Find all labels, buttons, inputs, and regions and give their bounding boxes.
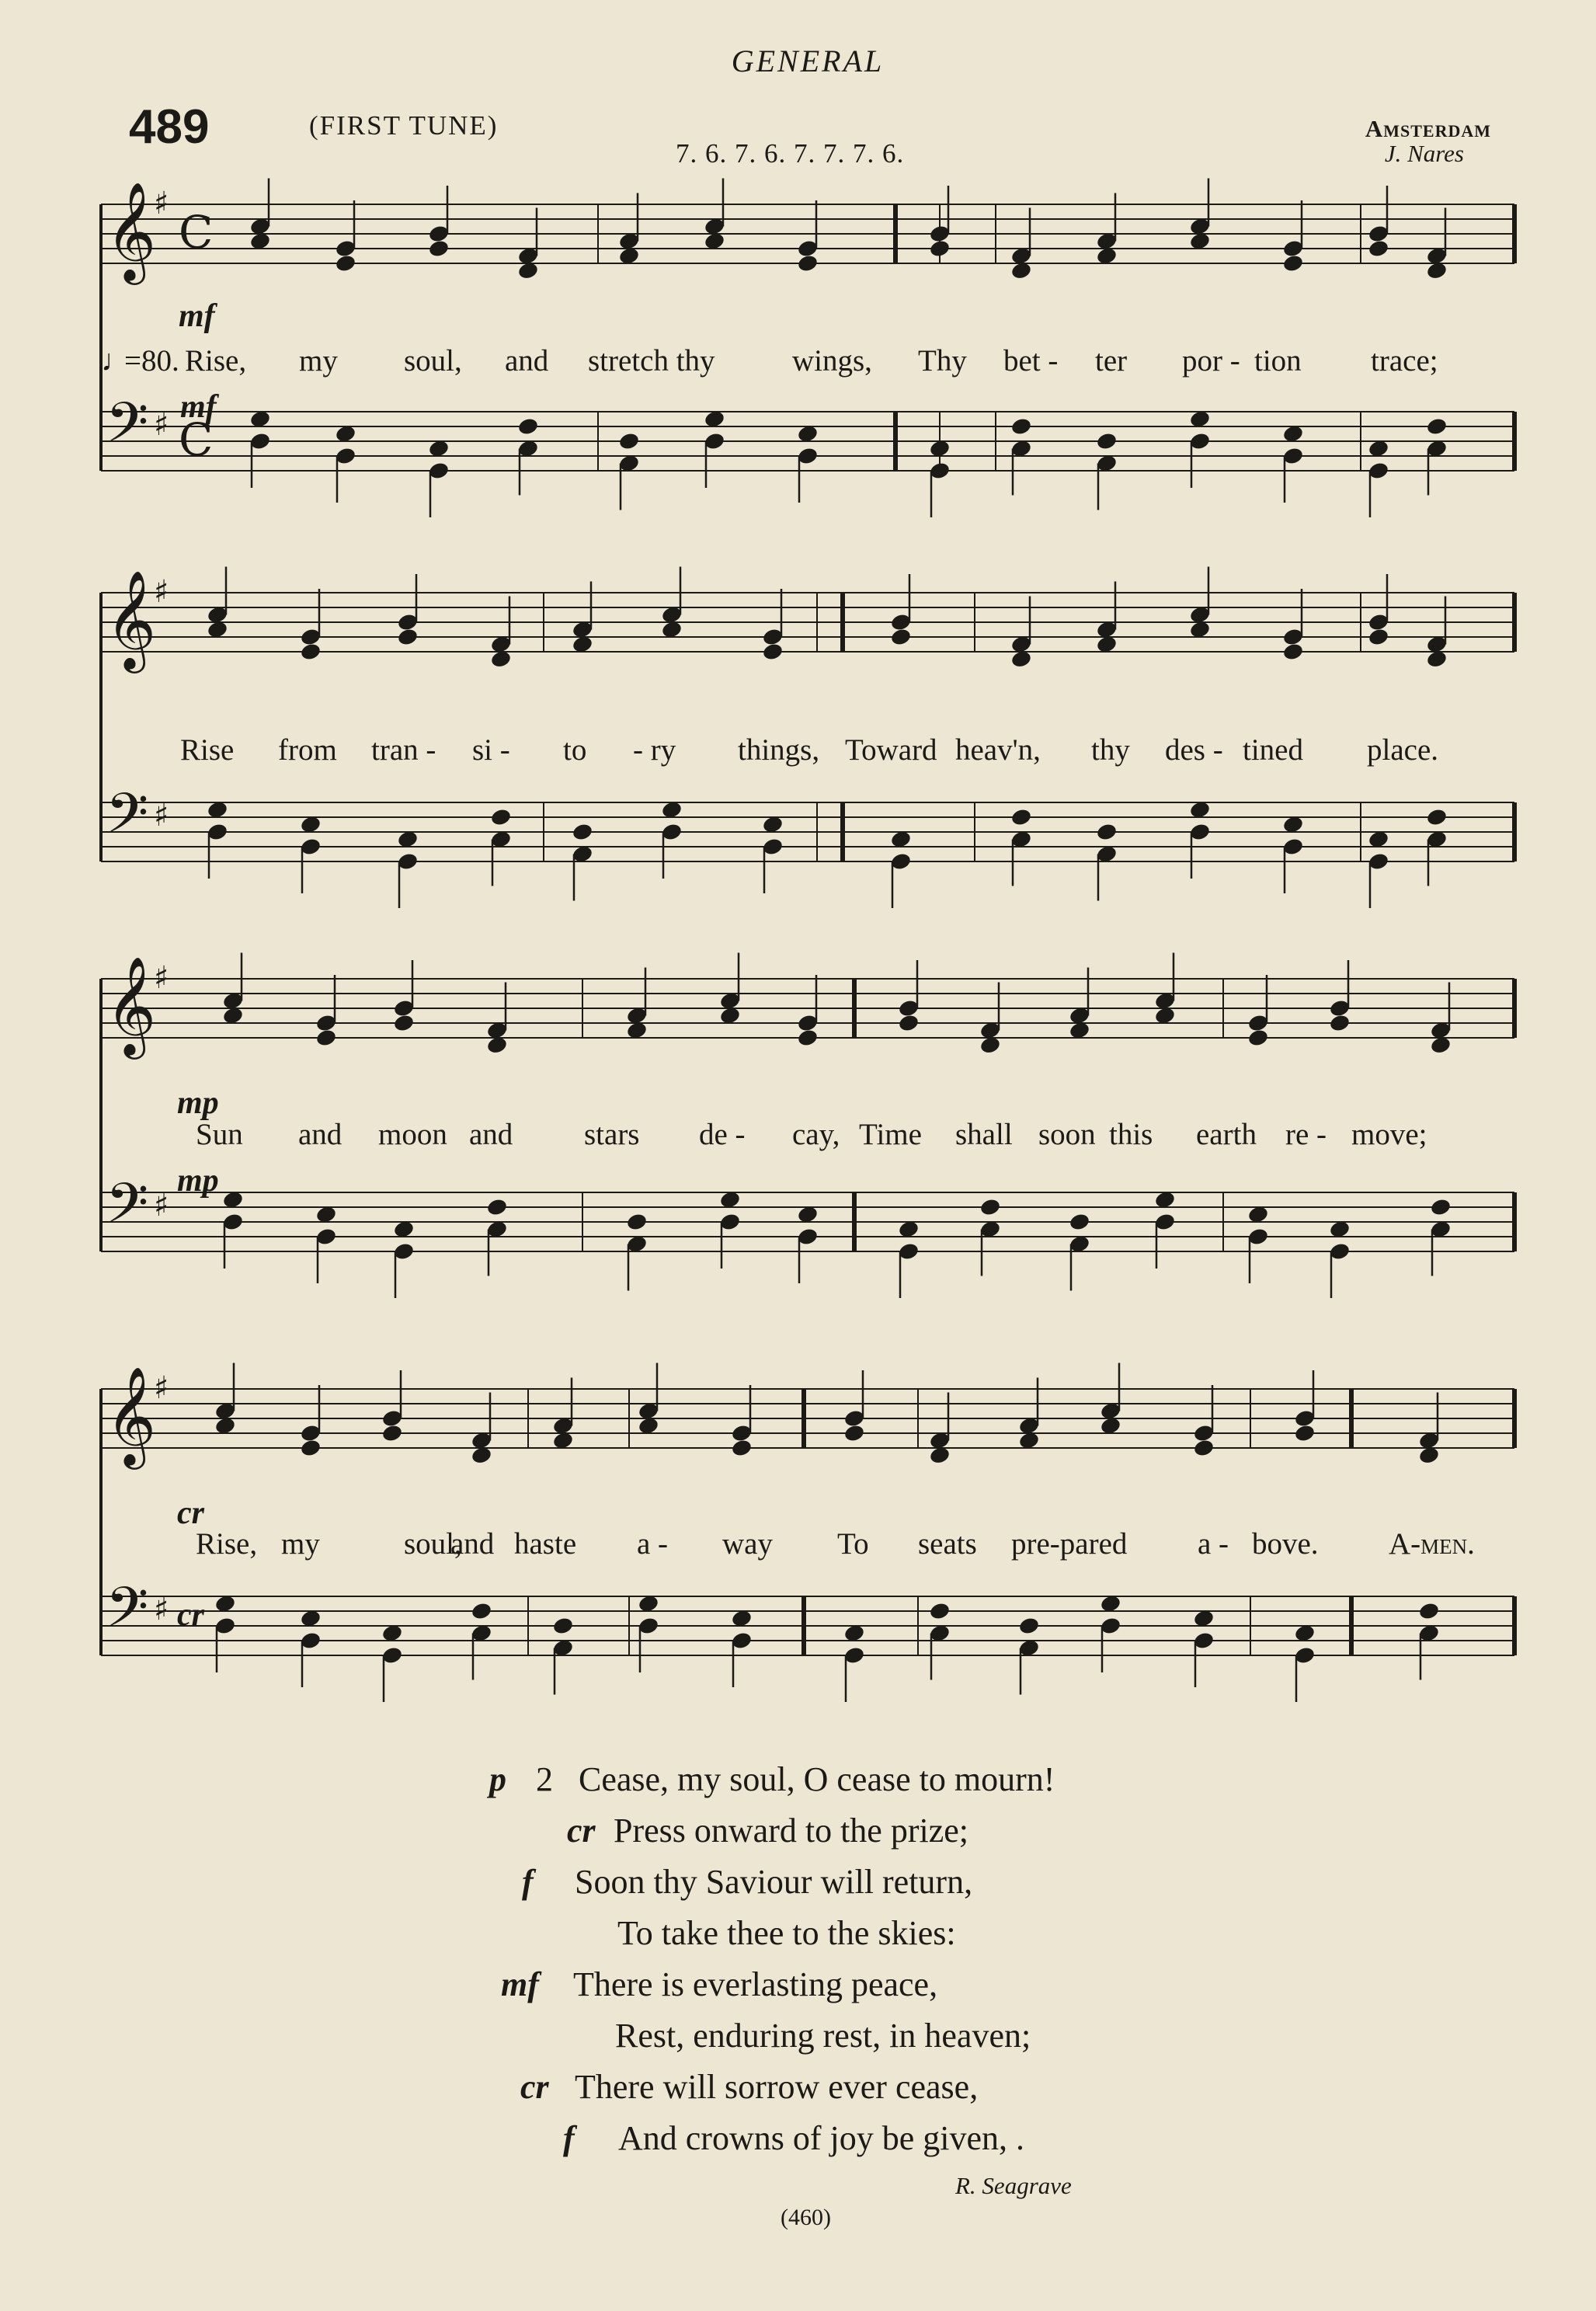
lyric-syllable: To [837, 1527, 869, 1561]
lyric-syllable: des - [1165, 733, 1223, 767]
note-head [797, 253, 819, 273]
lyric-syllable: a - [637, 1527, 669, 1561]
lyric-syllable: - ry [633, 733, 676, 767]
verse-dynamic: f [563, 2119, 575, 2157]
note-head [552, 1616, 575, 1635]
note-head [315, 1028, 338, 1047]
lyric-syllable: tran - [371, 733, 436, 767]
lyric-syllable: Sun [196, 1118, 243, 1151]
note-head [626, 1212, 648, 1231]
tune-label: (FIRST TUNE) [309, 110, 499, 141]
note-head [1282, 642, 1305, 661]
lyric-syllable: to [563, 733, 587, 767]
treble-clef-icon: 𝄞 [106, 1366, 157, 1465]
sharp-icon: ♯ [154, 960, 169, 996]
note-head [618, 431, 641, 451]
lyric-syllable: soon [1038, 1118, 1096, 1151]
lyric-syllable: and [505, 344, 549, 378]
note-head [797, 1028, 819, 1047]
bass-clef-icon: 𝄢 [106, 1171, 149, 1249]
lyric-syllable: heav'n, [955, 733, 1041, 767]
note-head [517, 416, 540, 436]
lyric-syllable: this [1109, 1118, 1153, 1151]
lyric-syllable: shall [955, 1118, 1013, 1151]
note-head [1069, 1212, 1091, 1231]
sharp-icon: ♯ [154, 407, 169, 443]
verse-line: There will sorrow ever cease, [575, 2068, 979, 2106]
lyric-syllable: tined [1243, 733, 1303, 767]
lyric-syllable: soul, [404, 344, 462, 378]
lyric-syllable: and [298, 1118, 342, 1151]
treble-clef-icon: 𝄞 [106, 181, 157, 280]
note-head [762, 642, 784, 661]
lyric-syllable: soul, [404, 1527, 462, 1561]
lyric-syllable: stars [584, 1118, 640, 1151]
dynamic-marking: mf [180, 389, 217, 425]
note-head [1096, 822, 1118, 841]
verse-number: 2 [536, 1760, 553, 1798]
verse-line: Cease, my soul, O cease to mourn! [579, 1760, 1055, 1798]
note-head [1294, 1423, 1316, 1443]
lyric-syllable: por - [1182, 344, 1240, 378]
note-head [1368, 238, 1390, 258]
note-head [428, 238, 450, 258]
page-number: (460) [781, 2205, 831, 2230]
bass-clef-icon: 𝄢 [106, 781, 149, 859]
dynamic-marking: cr [177, 1495, 204, 1531]
verse-dynamic: cr [520, 2068, 549, 2106]
note-head [731, 1438, 753, 1457]
note-head [572, 822, 594, 841]
note-head [1282, 253, 1305, 273]
note-head [335, 253, 357, 273]
lyric-syllable: Toward [845, 733, 937, 767]
note-head [1430, 1197, 1452, 1216]
sharp-icon: ♯ [154, 798, 169, 834]
note-head [1329, 1013, 1351, 1032]
lyric-syllable: Rise, [196, 1527, 258, 1561]
meter: 7. 6. 7. 6. 7. 7. 7. 6. [676, 138, 905, 169]
verse-line: Rest, enduring rest, in heaven; [615, 2017, 1031, 2055]
lyric-syllable: my [281, 1527, 320, 1561]
bass-clef-icon: 𝄢 [106, 1575, 149, 1653]
note-head [486, 1197, 509, 1216]
note-head [929, 238, 951, 258]
lyric-syllable: thy [1091, 733, 1130, 767]
lyric-syllable: moon [378, 1118, 447, 1151]
lyric-syllable: bove. [1252, 1527, 1319, 1561]
lyric-syllable: place. [1367, 733, 1439, 767]
section-heading: GENERAL [731, 44, 885, 78]
lyric-syllable: pre-pared [1011, 1527, 1128, 1561]
lyric-syllable: ter [1095, 344, 1128, 378]
tune-name: Amsterdam [1365, 115, 1491, 142]
lyric-syllable: wings, [792, 344, 872, 378]
lyric-syllable: Rise [180, 733, 235, 767]
note-head [1096, 431, 1118, 451]
note-head [1426, 416, 1448, 436]
author: R. Seagrave [955, 2172, 1072, 2199]
lyric-syllable: si - [472, 733, 510, 767]
lyric-syllable: stretch thy [588, 344, 715, 378]
lyric-syllable: from [278, 733, 337, 767]
note-head [1010, 807, 1033, 827]
verse-line: And crowns of joy be given, . [618, 2119, 1025, 2157]
sharp-icon: ♯ [154, 1370, 169, 1406]
note-head [393, 1013, 416, 1032]
note-head [381, 1423, 404, 1443]
note-head [929, 1601, 951, 1620]
lyric-syllable: way [722, 1527, 773, 1561]
lyric-syllable: de - [699, 1118, 746, 1151]
note-head [1010, 416, 1033, 436]
dynamic-marking: mf [179, 298, 215, 334]
sharp-icon: ♯ [154, 574, 169, 610]
lyric-syllable: Rise, [185, 344, 247, 378]
lyric-syllable: haste [514, 1527, 577, 1561]
lyric-syllable: things, [738, 733, 820, 767]
tempo-marking: =80. [124, 344, 179, 378]
note-head [1247, 1028, 1270, 1047]
note-head [1418, 1601, 1441, 1620]
note-head [1368, 627, 1390, 646]
note-head [1018, 1616, 1041, 1635]
note-head [843, 1423, 866, 1443]
bass-clef-icon: 𝄢 [106, 391, 149, 468]
verse-dynamic: f [522, 1863, 534, 1901]
sharp-icon: ♯ [154, 1592, 169, 1627]
composer: J. Nares [1384, 140, 1464, 167]
lyric-syllable: earth [1196, 1118, 1257, 1151]
lyric-syllable: a - [1198, 1527, 1229, 1561]
note-head [300, 1438, 322, 1457]
lyric-syllable: tion [1254, 344, 1302, 378]
lyric-syllable: bet - [1003, 344, 1059, 378]
hymn-number: 489 [129, 100, 210, 154]
treble-clef-icon: 𝄞 [106, 955, 157, 1055]
note-head [471, 1601, 493, 1620]
common-time-icon: C [179, 206, 214, 259]
note-head [890, 627, 913, 646]
note-head [898, 1013, 920, 1032]
quarter-note-icon: ♩ [101, 344, 131, 378]
common-time-icon: C [179, 413, 214, 466]
lyric-syllable: Thy [918, 344, 967, 378]
lyric-syllable: Time [859, 1118, 922, 1151]
lyric-syllable: re - [1285, 1118, 1327, 1151]
verse-line: Press onward to the prize; [614, 1812, 968, 1850]
treble-clef-icon: 𝄞 [106, 569, 157, 669]
lyric-syllable: move; [1351, 1118, 1427, 1151]
lyric-syllable: cay, [792, 1118, 840, 1151]
dynamic-marking: mp [177, 1085, 219, 1121]
verse-dynamic: p [489, 1760, 506, 1798]
note-head [300, 642, 322, 661]
note-head [1426, 807, 1448, 827]
lyric-syllable: trace; [1371, 344, 1438, 378]
lyric-syllable: A-men. [1389, 1527, 1475, 1561]
verse-dynamic: mf [501, 1965, 539, 2003]
note-head [979, 1197, 1002, 1216]
lyric-syllable: my [299, 344, 338, 378]
verse-line: There is everlasting peace, [573, 1965, 938, 2003]
sharp-icon: ♯ [154, 186, 169, 221]
note-head [397, 627, 419, 646]
sharp-icon: ♯ [154, 1188, 169, 1223]
note-head [1193, 1438, 1215, 1457]
lyric-syllable: and [469, 1118, 513, 1151]
verse-line: Soon thy Saviour will return, [575, 1863, 973, 1901]
verse-line: To take thee to the skies: [617, 1914, 956, 1952]
dynamic-marking: mp [177, 1163, 219, 1199]
note-head [490, 807, 513, 827]
lyric-syllable: and [450, 1527, 495, 1561]
lyric-syllable: seats [918, 1527, 977, 1561]
verse-dynamic: cr [567, 1812, 596, 1850]
dynamic-marking: cr [177, 1597, 204, 1633]
